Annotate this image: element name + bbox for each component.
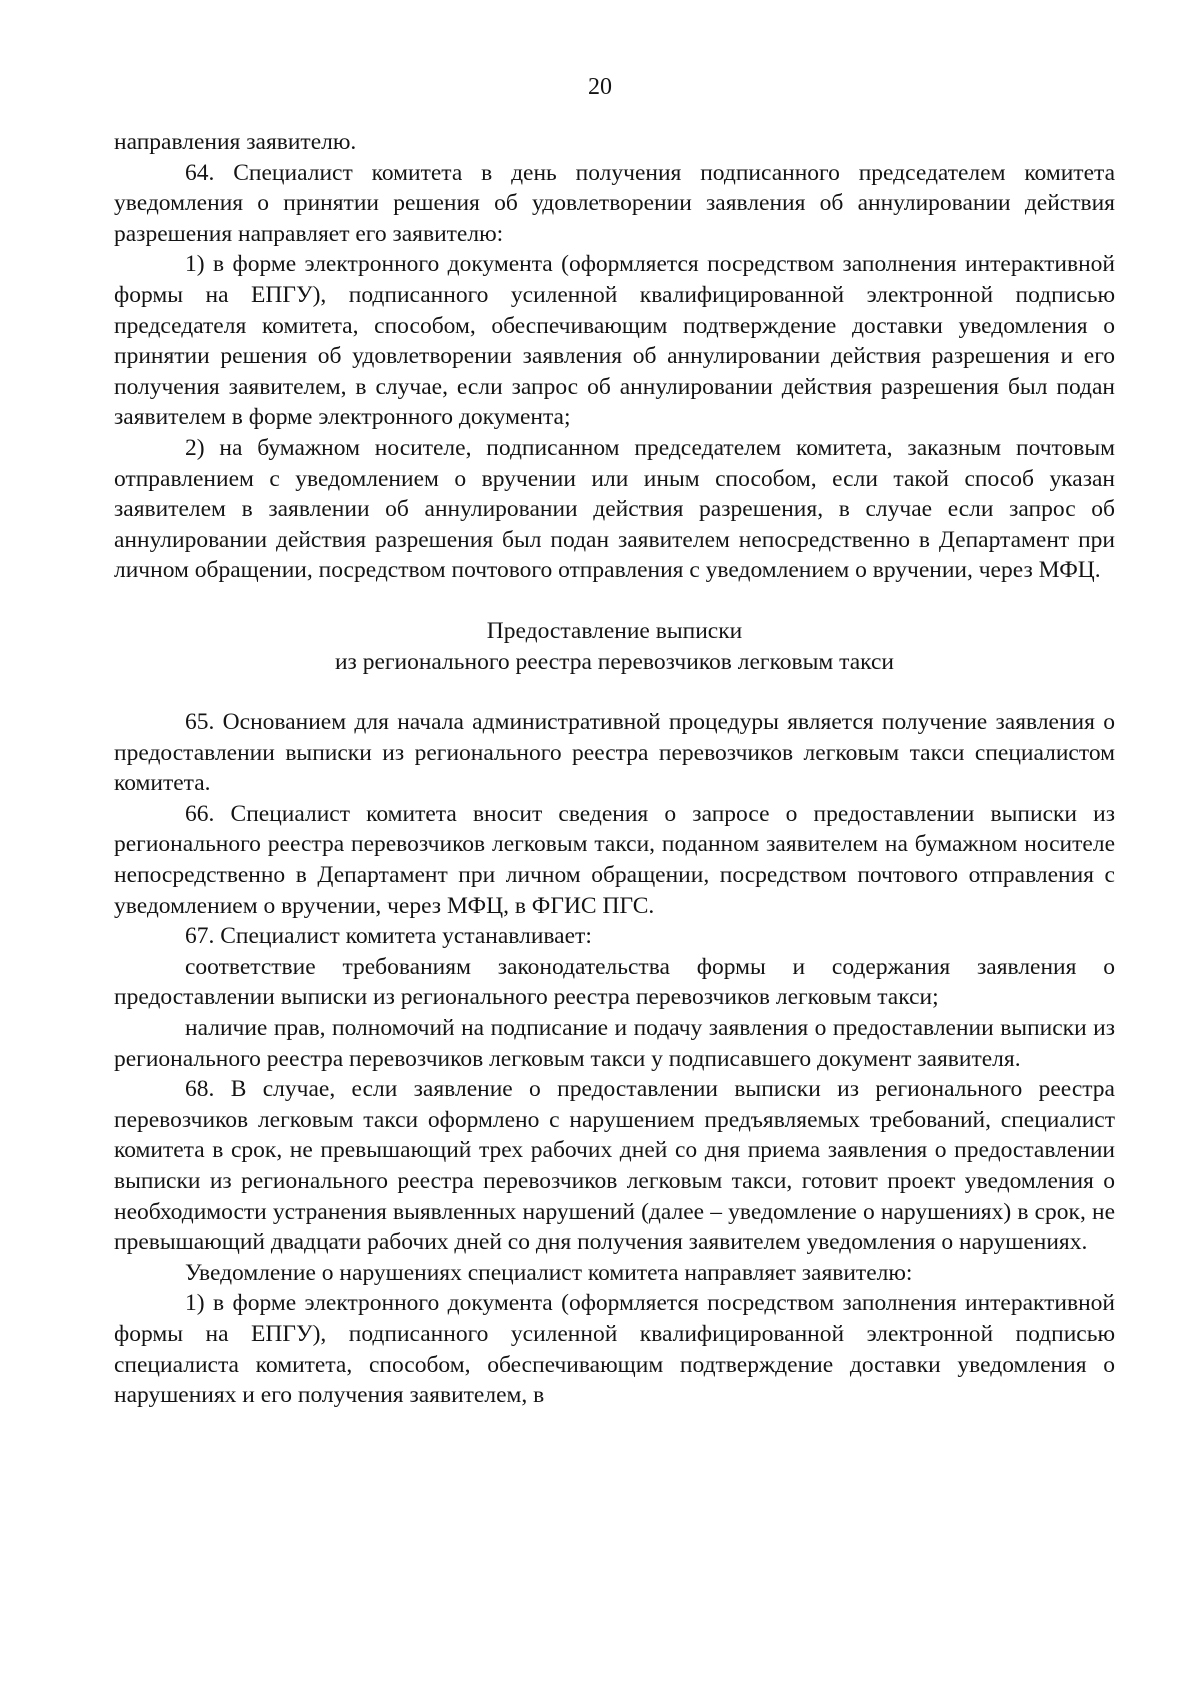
page-number: 20 [588, 74, 612, 100]
paragraph-68-item-1: 1) в форме электронного документа (оформляется посредством заполнения интерактивной формы на ЕПГУ), подписанного усиленной квалифицированной электронной подписью специалиста комитета, способом, обеспечивающим подтверждение доставки уведомления о нарушениях и его получения заявителем, в [114, 1290, 1115, 1409]
paragraph-66: 66. Специалист комитета вносит сведения о запросе о предоставлении выписки из регионального реестра перевозчиков легковым такси, поданном заявителем на бумажном носителе непосредственно в Департамент при личном обращении, посредством почтового отправления с уведомлением о вручении, через МФЦ, в ФГИС ПГС. [114, 800, 1115, 919]
paragraph-64-item-2: 2) на бумажном носителе, подписанном председателем комитета, заказным почтовым отправлением с уведомлением о вручении или иным способом, если такой способ указан заявителем в заявлении об аннулировании действия разрешения, в случае если запрос об аннулировании действия разрешения был подан заявителем непосредственно в Департамент при личном обращении, посредством почтового отправления с уведомлением о вручении, через МФЦ. [114, 434, 1115, 584]
section-heading-line-2: из регионального реестра перевозчиков легковым такси [334, 648, 895, 675]
section-heading-line-1: Предоставление выписки [486, 617, 743, 644]
paragraph-68-notice: Уведомление о нарушениях специалист комитета направляет заявителю: [185, 1259, 913, 1286]
paragraph-64: 64. Специалист комитета в день получения подписанного председателем комитета уведомления о принятии решения об удовлетворении заявления об аннулировании действия разрешения направляет его заявителю: [114, 159, 1115, 247]
section-heading [114, 616, 1115, 677]
paragraph-65: 65. Основанием для начала административной процедуры является получение заявления о предоставлении выписки из регионального реестра перевозчиков легковым такси специалистом комитета. [114, 709, 1115, 797]
paragraph-67-item-2: наличие прав, полномочий на подписание и подачу заявления о предоставлении выписки из регионального реестра перевозчиков легковым такси у подписавшего документ заявителя. [114, 1015, 1115, 1072]
paragraph-67-item-1: соответствие требованиям законодательства формы и содержания заявления о предоставлении выписки из регионального реестра перевозчиков легковым такси; [114, 953, 1115, 1011]
paragraph-64-item-1: 1) в форме электронного документа (оформляется посредством заполнения интерактивной формы на ЕПГУ), подписанного усиленной квалифицированной электронной подписью председателя комитета, способом, обеспечивающим подтверждение доставки уведомления о принятии решения об удовлетворении заявления об аннулировании действия разрешения и его получения заявителем, в случае, если запрос об аннулировании действия разрешения был подан заявителем в форме электронного документа; [114, 251, 1115, 431]
paragraph-68: 68. В случае, если заявление о предоставлении выписки из регионального реестра перевозчиков легковым такси оформлено с нарушением предъявляемых требований, специалист комитета в срок, не превышающий трех рабочих дней со дня приема заявления о предоставлении выписки из регионального реестра перевозчиков легковым такси, готовит проект уведомления о необходимости устранения выявленных нарушений (далее – уведомление о нарушениях) в срок, не превышающий двадцати рабочих дней со дня получения заявителем уведомления о нарушениях. [114, 1076, 1115, 1256]
paragraph-67: 67. Специалист комитета устанавливает: [185, 923, 592, 950]
paragraph-continuation: направления заявителю. [114, 129, 357, 155]
document-body [114, 127, 1115, 1411]
